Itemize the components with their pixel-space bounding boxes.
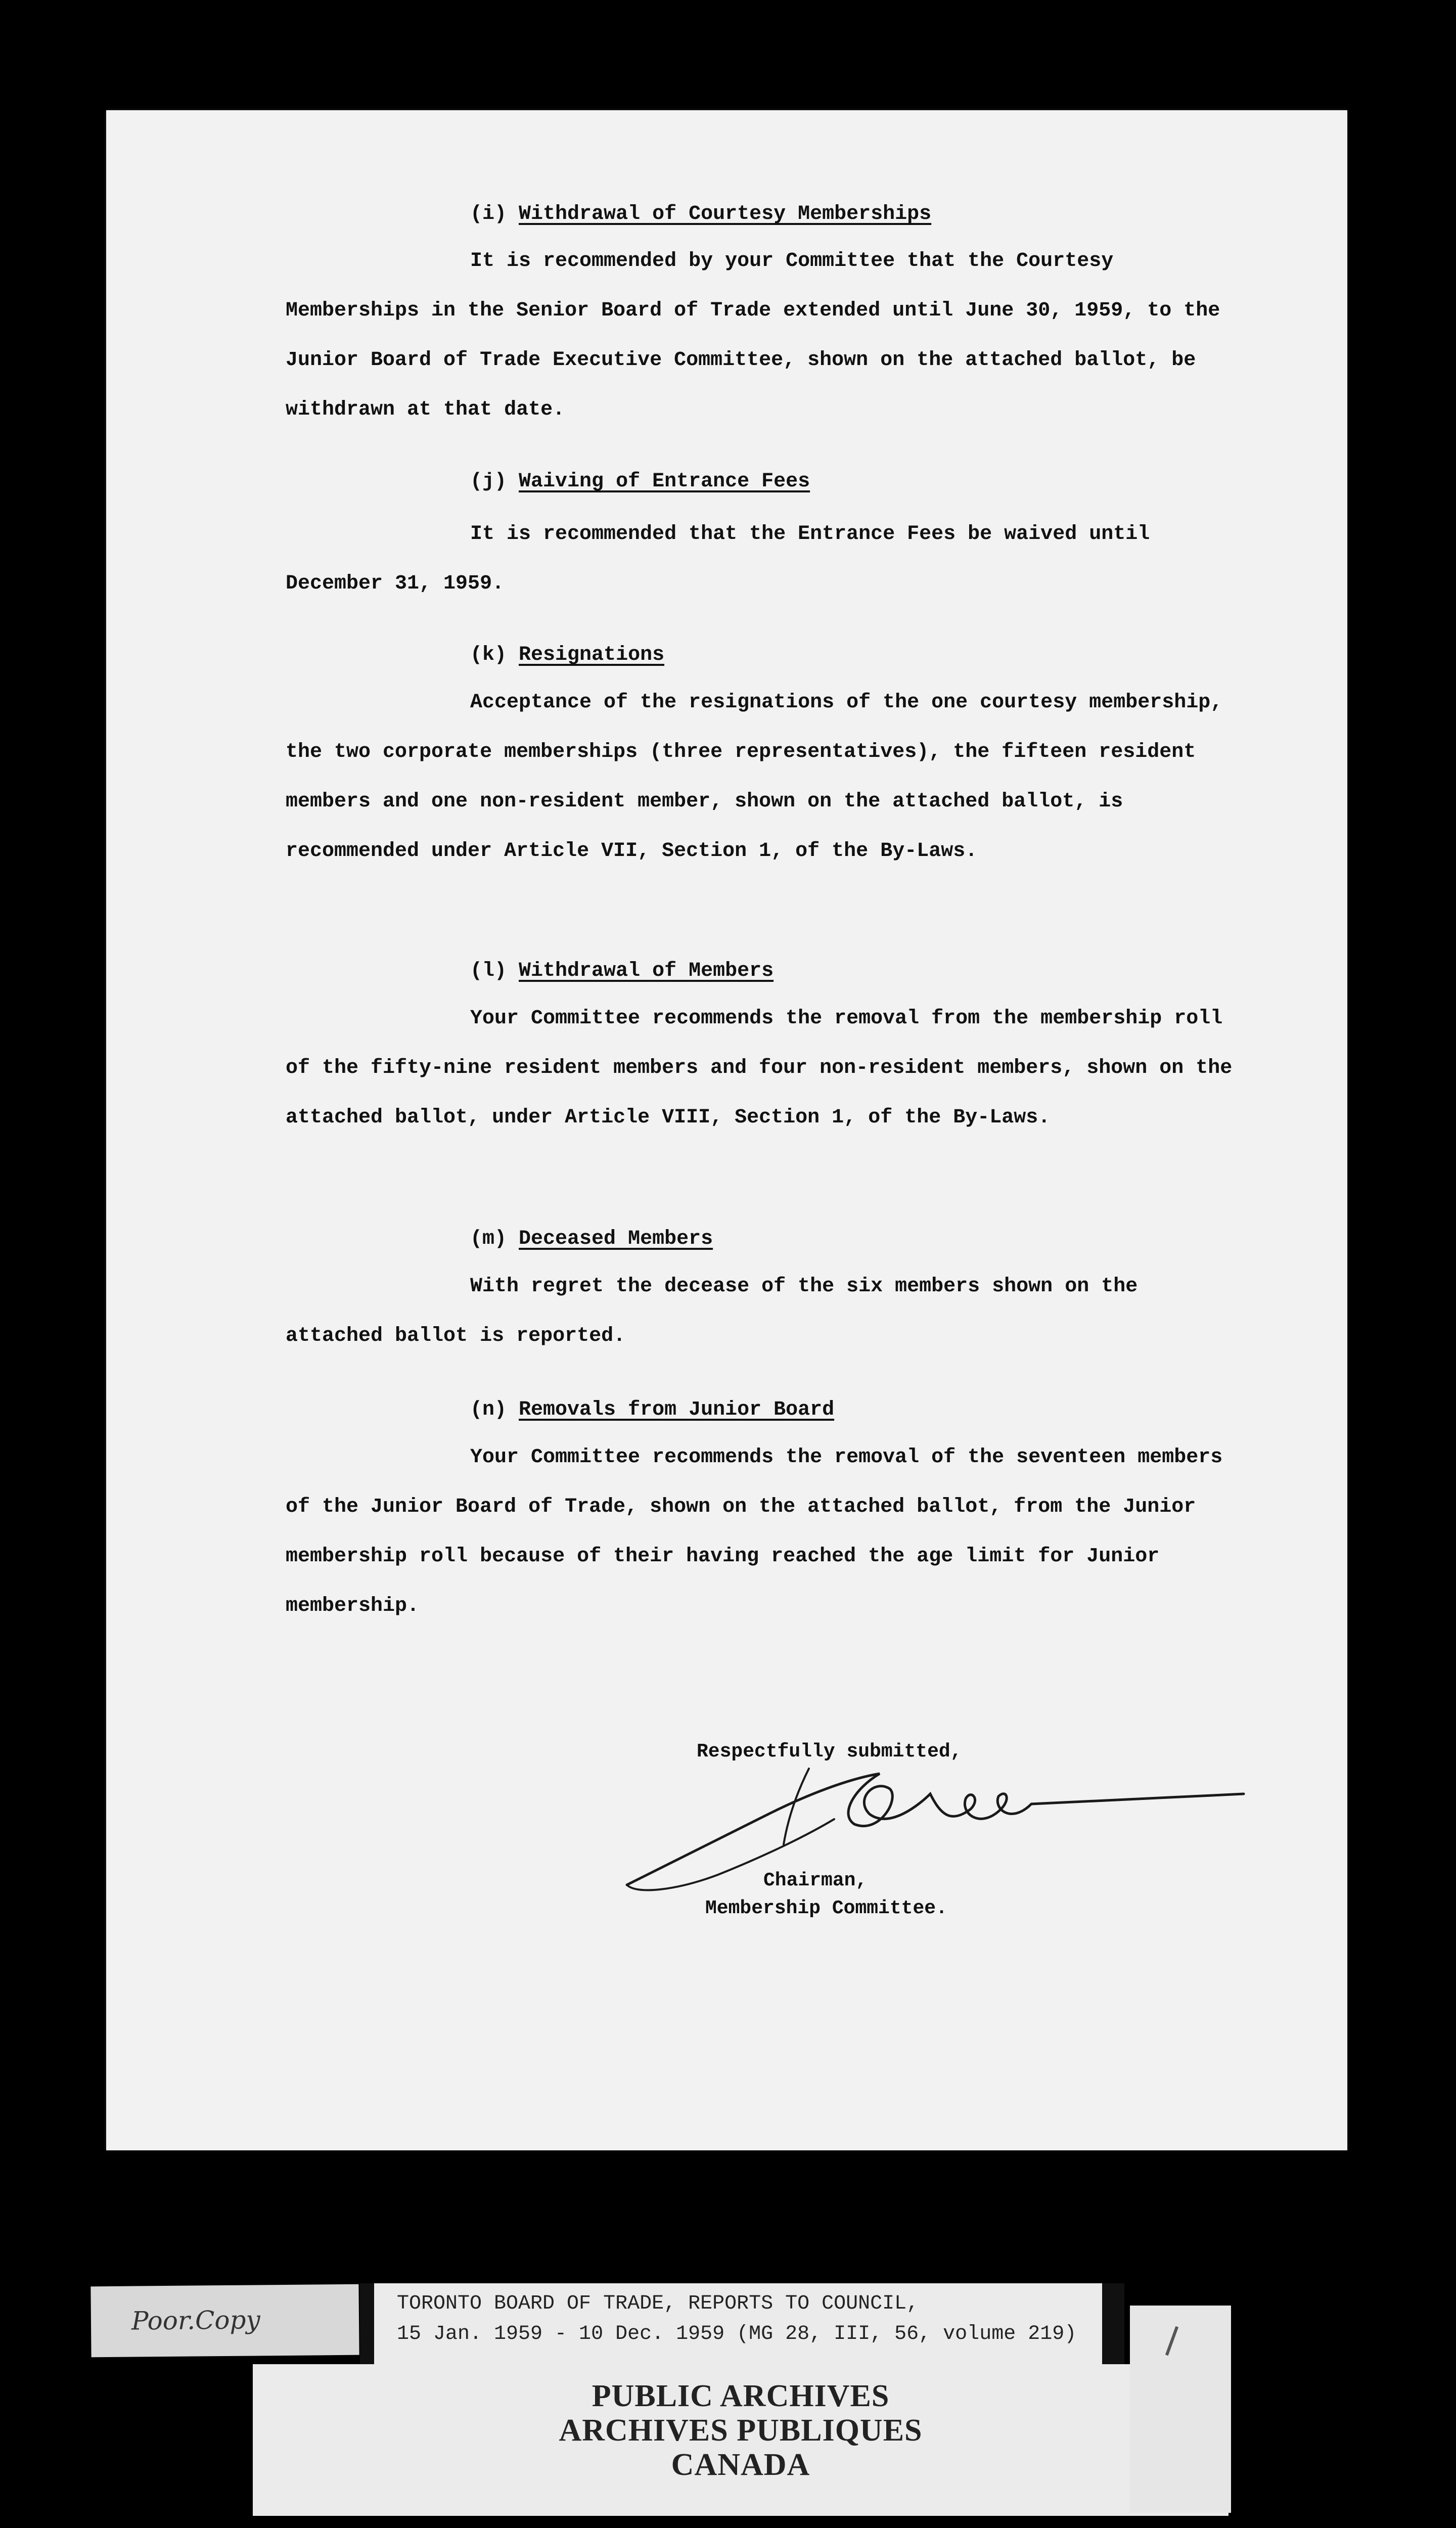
section-heading-n	[470, 1398, 834, 1421]
stamp-line-2: ARCHIVES PUBLIQUES	[559, 2413, 923, 2448]
section-title: Withdrawal of Members	[519, 960, 774, 982]
section-body-k: Acceptance of the resignations of the one courtesy membership, the two corporate memberships (three representatives), the fifteen resident members and one non-resident member, shown on the attached ballot, is recommended under Article VII, Section 1, of the By-Laws.	[286, 691, 1223, 863]
section-body-i: It is recommended by your Committee that the Courtesy Memberships in the Senior Board of Trade extended until June 30, 1959, to the Junior Board of Trade Executive Committee, shown on the attached ballot, be withdrawn at that date.	[286, 250, 1220, 421]
handwritten-note-card	[90, 2284, 359, 2358]
section-body-n: Your Committee recommends the removal of the seventeen members of the Junior Board of Trade, shown on the attached ballot, from the Junior membership roll because of their having reached the age limit for Junior membership.	[286, 1446, 1223, 1617]
section-label: (j)	[470, 470, 507, 493]
section-label: (m)	[470, 1228, 507, 1250]
reference-line-2: 15 Jan. 1959 - 10 Dec. 1959 (MG 28, III, 56, volume 219)	[397, 2323, 1077, 2345]
section-label: (i)	[470, 203, 507, 225]
signatory-committee: Membership Committee.	[705, 1898, 947, 1919]
signatory-role: Chairman,	[763, 1870, 868, 1891]
section-title: Withdrawal of Courtesy Memberships	[519, 203, 932, 225]
section-title: Removals from Junior Board	[519, 1398, 835, 1421]
section-title: Resignations	[519, 644, 665, 666]
reference-card	[374, 2283, 1102, 2364]
reference-line-1: TORONTO BOARD OF TRADE, REPORTS TO COUNCIL,	[397, 2292, 919, 2315]
pencil-mark-icon	[1165, 2326, 1178, 2356]
section-label: (k)	[470, 644, 507, 666]
section-heading-j	[470, 470, 810, 493]
section-heading-m	[470, 1228, 713, 1250]
section-label: (l)	[470, 960, 507, 982]
signature	[617, 1758, 1274, 1910]
closing-salutation: Respectfully submitted,	[697, 1741, 962, 1763]
section-body-m: With regret the decease of the six members shown on the attached ballot is reported.	[286, 1275, 1138, 1347]
section-label: (n)	[470, 1398, 507, 1421]
section-title: Waiving of Entrance Fees	[519, 470, 810, 493]
section-heading-l	[470, 960, 774, 982]
section-body-l: Your Committee recommends the removal from the membership roll of the fifty-nine resident members and four non-resident members, shown on the attached ballot, under Article VIII, Section 1, of the By-Laws.	[286, 1007, 1233, 1129]
section-heading-i	[470, 203, 931, 225]
archives-stamp	[253, 2364, 1228, 2516]
stamp-line-1: PUBLIC ARCHIVES	[592, 2379, 890, 2413]
document-page	[106, 110, 1347, 2150]
label-divider	[1102, 2283, 1124, 2374]
archive-label-strip	[0, 2245, 1456, 2528]
side-card	[1130, 2306, 1231, 2513]
stamp-line-3: CANADA	[671, 2448, 810, 2482]
section-body-j: It is recommended that the Entrance Fees be waived until December 31, 1959.	[286, 523, 1150, 595]
section-title: Deceased Members	[519, 1228, 713, 1250]
handwritten-note: Poor.Copy	[131, 2305, 260, 2336]
section-heading-k	[470, 644, 664, 666]
